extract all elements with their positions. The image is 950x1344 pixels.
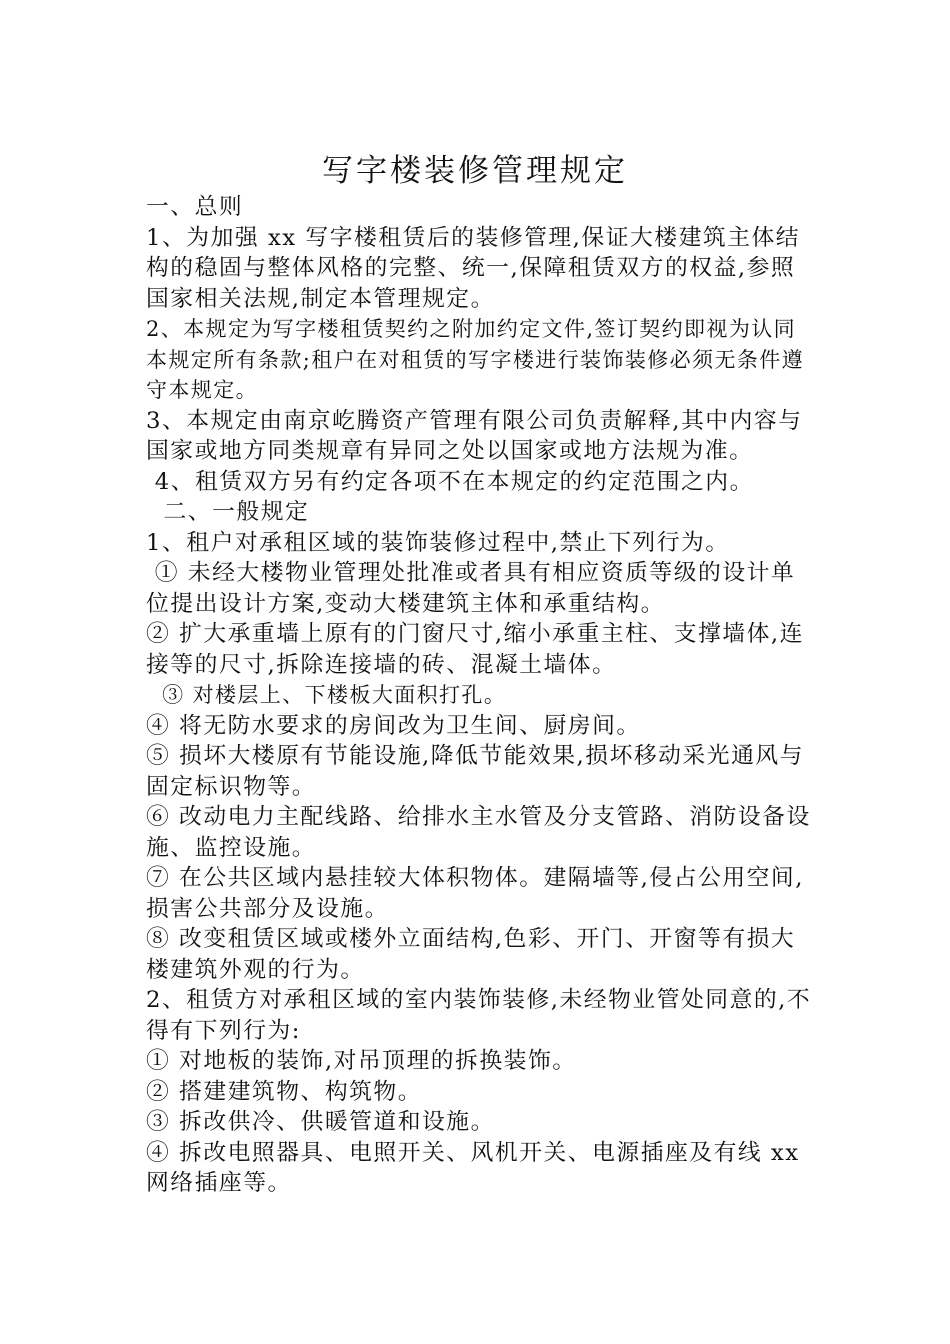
clause-1-2: 2、本规定为写字楼租赁契约之附加约定文件,签订契约即视为认同本规定所有条款;租户在对租赁的写字楼进行装饰装修必须无条件遵守本规定。 — [146, 317, 805, 402]
document-title: 写字楼装修管理规定 — [322, 152, 628, 189]
clause-2-1: 1、租户对承租区域的装饰装修过程中,禁止下列行为。 — [146, 529, 730, 556]
list-item-2-1-2: ② 扩大承重墙上原有的门窗尺寸,缩小承重主柱、支撑墙体,连接等的尺寸,拆除连接墙的砖、混凝土墙体。 — [146, 621, 804, 678]
list-item-2-1-5: ⑤ 损坏大楼原有节能设施,降低节能效果,损坏移动采光通风与固定标识物等。 — [146, 743, 804, 800]
list-item-2-1-4: ④ 将无防水要求的房间改为卫生间、厨房间。 — [146, 712, 641, 739]
list-item-2-1-3: ③ 对楼层上、下楼板大面积打孔。 — [146, 683, 507, 707]
section-heading-general-rules: 二、一般规定 — [146, 499, 310, 525]
list-item-2-2-1: ① 对地板的装饰,对吊顶理的拆换装饰。 — [146, 1048, 577, 1074]
clause-1-3: 3、本规定由南京屹腾资产管理有限公司负责解释,其中内容与国家或地方同类规章有异同之处以国家或地方法规为准。 — [146, 407, 803, 464]
clause-1-1: 1、为加强 xx 写字楼租赁后的装修管理,保证大楼建筑主体结构的稳固与整体风格的完整、统一,保障租赁双方的权益,参照国家相关法规,制定本管理规定。 — [146, 224, 801, 312]
section-heading-general: 一、总则 — [146, 194, 244, 220]
list-item-2-2-4: ④ 拆改电照器具、电照开关、风机开关、电源插座及有线 xx 网络插座等。 — [146, 1139, 809, 1196]
list-item-2-1-1: ① 未经大楼物业管理处批准或者具有相应资质等级的设计单位提出设计方案,变动大楼建筑主体和承重结构。 — [146, 560, 796, 617]
list-item-2-2-2: ② 搭建建筑物、构筑物。 — [146, 1078, 423, 1105]
list-item-2-1-6: ⑥ 改动电力主配线路、给排水主水管及分支管路、消防设备设施、监控设施。 — [146, 804, 811, 861]
document-body — [146, 192, 812, 1199]
list-item-2-1-8: ⑧ 改变租赁区域或楼外立面结构,色彩、开门、开窗等有损大楼建筑外观的行为。 — [146, 926, 796, 983]
clause-2-2: 2、租赁方对承租区域的室内装饰装修,未经物业管处同意的,不得有下列行为: — [146, 987, 812, 1044]
clause-1-4: 4、租赁双方另有约定各项不在本规定的约定范围之内。 — [146, 468, 754, 495]
list-item-2-2-3: ③ 拆改供冷、供暖管道和设施。 — [146, 1109, 495, 1135]
list-item-2-1-7: ⑦ 在公共区域内悬挂较大体积物体。建隔墙等,侵占公用空间,损害公共部分及设施。 — [146, 865, 804, 922]
